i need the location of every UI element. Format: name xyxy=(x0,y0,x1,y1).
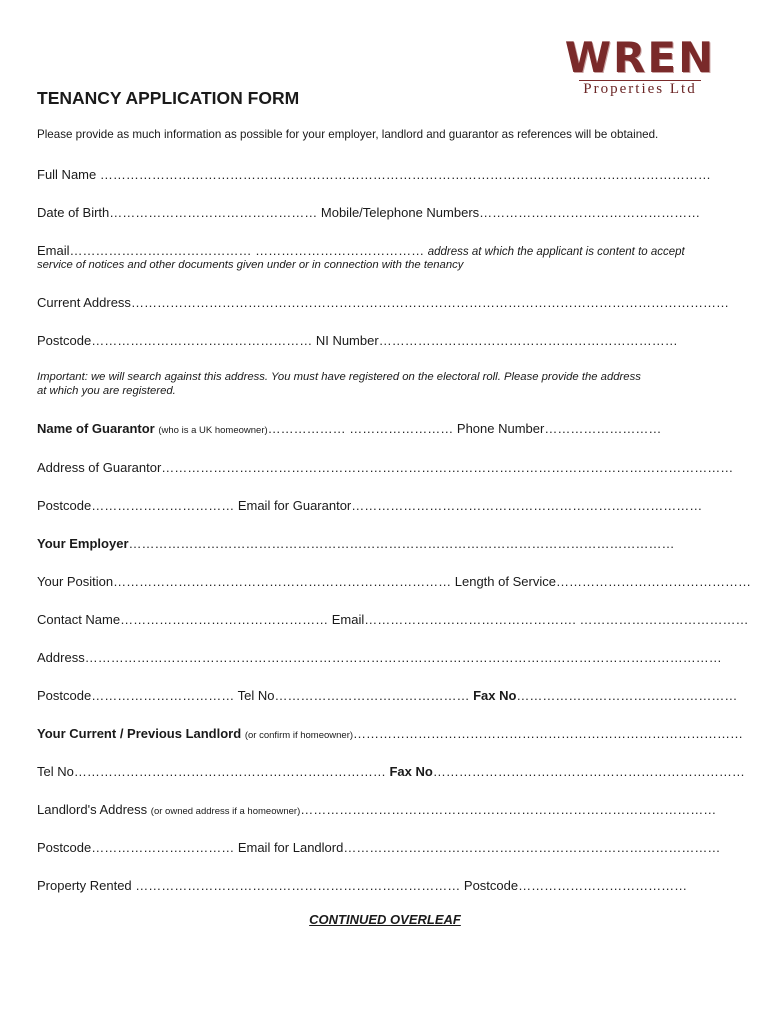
landlord-address-hint: (or owned address if a homeowner) xyxy=(150,806,301,817)
tel-no-label: Tel No xyxy=(237,688,275,703)
guarantor-email-field[interactable]: ……………………………………………………………………… xyxy=(351,498,703,513)
landlord-address-field[interactable]: …………………………………………………………………………………… xyxy=(300,802,717,817)
property-rented-row xyxy=(37,877,731,895)
guarantor-name-row xyxy=(37,420,731,440)
continued-overleaf: CONTINUED OVERLEAF xyxy=(309,912,461,927)
fax-no-label: Fax No xyxy=(473,688,517,703)
email-label: Email xyxy=(37,243,70,258)
landlord-row xyxy=(37,725,744,745)
form-title: TENANCY APPLICATION FORM xyxy=(37,88,300,108)
employer-email-label: Email xyxy=(331,612,365,627)
landlord-tel-field[interactable]: ……………………………………………………………… xyxy=(73,764,390,779)
guarantor-address-field[interactable]: …………………………………………………………………………………………………………………… xyxy=(161,460,734,475)
guarantor-name-field[interactable]: ……………… …………………… xyxy=(267,421,457,436)
important-note xyxy=(37,370,731,398)
employer-label: Your Employer xyxy=(37,536,129,551)
position-row xyxy=(37,573,751,591)
landlord-postcode-field[interactable]: …………………………… xyxy=(91,840,238,855)
email-note: address at which the applicant is content to accept xyxy=(427,246,685,258)
contact-name-field[interactable]: ………………………………………… xyxy=(120,612,332,627)
ni-number-label: NI Number xyxy=(315,333,379,348)
landlord-field[interactable]: ……………………………………………………………………………… xyxy=(353,726,744,741)
landlord-fax-label: Fax No xyxy=(389,764,433,779)
important-note-line-2: at which you are registered. xyxy=(37,385,176,397)
dob-field[interactable]: ………………………………………… xyxy=(109,205,321,220)
ni-number-field[interactable]: …………………………………………………………… xyxy=(378,333,678,348)
full-name-row xyxy=(37,166,731,184)
phone-number-label: Phone Number xyxy=(456,421,545,436)
guarantor-email-label: Email for Guarantor xyxy=(237,498,352,513)
contact-name-label: Contact Name xyxy=(37,612,121,627)
property-rented-field[interactable]: ………………………………………………………………… xyxy=(131,878,464,893)
landlord-email-field[interactable]: …………………………………………………………………………… xyxy=(343,840,721,855)
logo-subtitle: Properties Ltd xyxy=(579,80,700,98)
full-name-field[interactable]: …………………………………………………………………………………………………………………………… xyxy=(99,167,711,182)
guarantor-address-label: Address of Guarantor xyxy=(37,460,162,475)
full-name-label: Full Name xyxy=(37,167,97,182)
employer-address-row xyxy=(37,649,731,667)
tel-no-field[interactable]: ……………………………………… xyxy=(274,688,474,703)
guarantor-address-row xyxy=(37,459,734,477)
fax-no-field[interactable]: …………………………………………… xyxy=(516,688,738,703)
logo-wordmark: WREN xyxy=(564,33,716,82)
length-of-service-label: Length of Service xyxy=(454,574,556,589)
mobile-label: Mobile/Telephone Numbers xyxy=(320,205,480,220)
landlord-tel-label: Tel No xyxy=(37,764,74,779)
property-rented-label: Property Rented xyxy=(37,878,132,893)
current-address-row xyxy=(37,294,731,312)
property-postcode-field[interactable]: ………………………………… xyxy=(518,878,688,893)
landlord-fax-field[interactable]: ……………………………………………………………… xyxy=(432,764,745,779)
company-logo xyxy=(560,33,720,98)
landlord-hint: (or confirm if homeowner) xyxy=(244,730,354,741)
landlord-label: Your Current / Previous Landlord xyxy=(37,726,242,741)
employer-address-field[interactable]: ………………………………………………………………………………………………………………………………… xyxy=(84,650,722,665)
landlord-tel-row xyxy=(37,763,745,781)
employer-email-field[interactable]: …………………………………………. ………………………………… xyxy=(364,612,749,627)
contact-name-row xyxy=(37,611,749,629)
landlord-address-row xyxy=(37,801,731,821)
employer-postcode-field[interactable]: …………………………… xyxy=(91,688,238,703)
dob-label: Date of Birth xyxy=(37,205,110,220)
important-note-line-1: Important: we will search against this address. You must have registered on the electoral roll. Please provide the address xyxy=(37,371,641,383)
employer-field[interactable]: ……………………………………………………………………………………………………………… xyxy=(128,536,675,551)
email-field[interactable]: …………………………………… ………………………………… xyxy=(69,243,428,258)
employer-address-label: Address xyxy=(37,650,85,665)
guarantor-name-label: Name of Guarantor xyxy=(37,421,155,436)
property-postcode-label: Postcode xyxy=(463,878,519,893)
form-intro: Please provide as much information as possible for your employer, landlord and guarantor as references will be obtained. xyxy=(37,128,659,141)
email-note-continued: service of notices and other documents given under or in connection with the tenancy xyxy=(37,259,464,271)
postcode-field[interactable]: …………………………………………… xyxy=(91,333,316,348)
guarantor-postcode-label: Postcode xyxy=(37,498,92,513)
current-address-field[interactable]: ………………………………………………………………………………………………………………………… xyxy=(130,295,729,310)
guarantor-postcode-row xyxy=(37,497,731,515)
postcode-row xyxy=(37,332,731,350)
position-label: Your Position xyxy=(37,574,114,589)
postcode-label: Postcode xyxy=(37,333,92,348)
landlord-postcode-label: Postcode xyxy=(37,840,92,855)
employer-postcode-row xyxy=(37,687,738,705)
position-field[interactable]: …………………………………………………………………… xyxy=(113,574,455,589)
dob-row xyxy=(37,204,731,222)
landlord-address-label: Landlord's Address xyxy=(37,802,148,817)
current-address-label: Current Address xyxy=(37,295,131,310)
phone-number-field[interactable]: ……………………… xyxy=(544,421,662,436)
employer-row xyxy=(37,535,731,553)
length-of-service-field[interactable]: ……………………………………… xyxy=(555,574,751,589)
guarantor-hint: (who is a UK homeowner) xyxy=(158,425,268,436)
landlord-email-label: Email for Landlord xyxy=(237,840,344,855)
mobile-field[interactable]: …………………………………………… xyxy=(479,205,701,220)
employer-postcode-label: Postcode xyxy=(37,688,92,703)
guarantor-postcode-field[interactable]: …………………………… xyxy=(91,498,238,513)
landlord-postcode-row xyxy=(37,839,731,857)
